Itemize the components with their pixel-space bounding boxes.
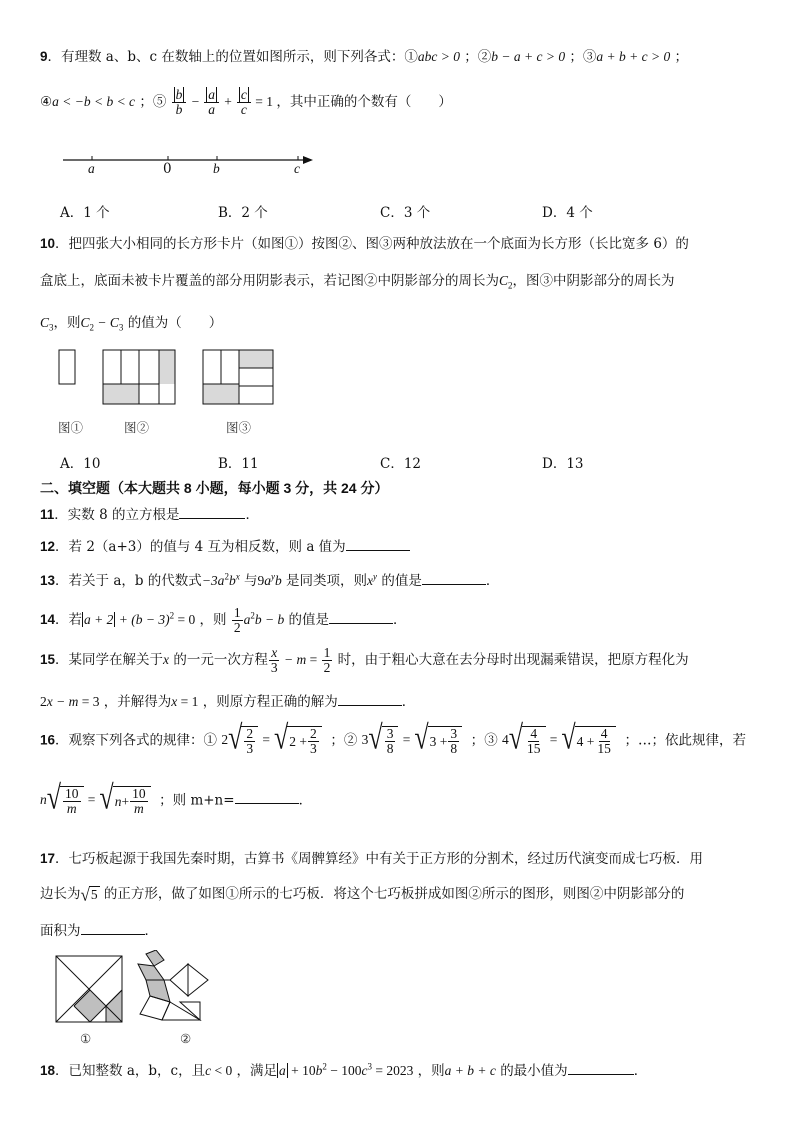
q10-text1: ．把四张大小相同的长方形卡片（如图①）按图②、图③两种放法放在一个底面为长方形（长比宽多 6）的: [55, 236, 689, 252]
q16-text-b: ；则 m+n=: [159, 792, 235, 809]
q15-text-c: 时，由于粗心大意在去分母时出现漏乘错误，把原方程化为: [337, 651, 689, 668]
q11-text: ．实数 8 的立方根是: [54, 507, 180, 523]
q13-number: 13: [40, 573, 56, 588]
fig3: [203, 350, 273, 404]
q18-text-c: ，则: [417, 1063, 445, 1079]
tangram-shape: [138, 950, 208, 1020]
q12-answer-blank[interactable]: [346, 550, 410, 551]
q16-expr-general: n √ $\frac{10}{m}$ = √ n + $\frac{10}{m}$: [40, 792, 151, 807]
q10-figures: [55, 348, 285, 408]
q16-line1: 16．观察下列各式的规律：① 2 √ $\frac{2}{3}$ = √ 2 + $\frac{2}{3}$ ；② 3 √ $\frac{3}{8}$ = √ 3 + $\frac{3}{8}$ ；③ 4 √ $\frac{4}{15}$ = √ 4 + $\frac{4}{15}$ ；…；依此规律，若: [40, 718, 747, 757]
q9-tail: ，其中正确的个数有（ ）: [276, 93, 452, 110]
q16-circle3: ③: [484, 732, 498, 749]
q11-answer-blank[interactable]: [179, 518, 245, 519]
q9-circle4: ④: [40, 93, 53, 110]
q17-line1: [40, 847, 703, 867]
q13-end: ．: [485, 573, 500, 589]
q10-caption-2: 图②: [124, 420, 150, 435]
q15-line1: 15．某同学在解关于x 的一元一次方程 $\frac{x}{3}$ − m = $\frac{1}{2}$ 时，由于粗心大意在去分母时出现漏乘错误，把原方程化为: [40, 645, 689, 676]
q18-text-b: ，满足: [236, 1063, 277, 1079]
fig3-shade-right: [239, 350, 273, 368]
axis-label-c: c: [294, 161, 300, 176]
q10-line2: 盒底上，底面未被卡片覆盖的部分用阴影表示，若记图②中阴影部分的周长为$C_2$，图③中阴影部分的周长为: [40, 273, 675, 291]
q15-number: 15: [40, 651, 56, 667]
fig3-shade-left: [203, 384, 239, 404]
q16-line2: [40, 778, 313, 817]
q18-end: ．: [633, 1063, 648, 1079]
q15-line2: 2x − m = 3 ，并解得为x = 1 ，则原方程正确的解为 ．: [40, 694, 416, 710]
q10-option-b: B．11: [218, 456, 259, 472]
fig2-shade-right: [159, 350, 175, 384]
q18: 18．已知整数 a，b，c，且c < 0 ，满足 $a + 10b^2 - 100c^3 = 2023$ ，则a + b + c 的最小值为 ．: [40, 1061, 648, 1079]
q9-number: 9: [40, 49, 48, 64]
q17-end: ．: [144, 923, 158, 939]
q10-number: 10: [40, 236, 56, 251]
q9-stem: ．有理数 a、b、c 在数轴上的位置如图所示，则下列各式：: [47, 49, 405, 65]
q10-text2b: ，图③中阴影部分的周长为: [512, 273, 675, 289]
q14: 14．若 $a + 2 + (b - 3)^2 = 0$ ，则 $\frac{1}{2}$ $a^2b - b$ 的值是 ．: [40, 605, 407, 636]
q10-option-a: A．10: [60, 456, 101, 472]
q16-text-a: ．观察下列各式的规律：: [55, 732, 204, 749]
q10-line1: [40, 232, 689, 252]
q9-line1: 9．有理数 a、b、c 在数轴上的位置如图所示，则下列各式：①abc > 0 ；②b − a + c > 0 ；③a + b + c > 0 ；: [40, 49, 689, 65]
axis-label-a: a: [88, 161, 95, 176]
q10-option-d: D．13: [542, 456, 584, 472]
q15-text-b: 的一元一次方程: [173, 651, 268, 668]
q17-text2a: 边长为: [40, 886, 81, 902]
q14-end: ．: [393, 611, 407, 628]
q16-expr2: 3 √ $\frac{3}{8}$ = √ 3 + $\frac{3}{8}$: [362, 732, 462, 747]
q15-text-d: ，并解得为: [103, 694, 172, 710]
q13-text-b: 与: [243, 573, 258, 589]
tangram-square: [56, 956, 122, 1022]
q16-tail: ；…；依此规律，若: [624, 732, 747, 749]
q9-expr4: a < −b < b < c: [52, 93, 136, 109]
q16-circle1: ①: [203, 732, 218, 749]
q9-circle3: ③: [582, 49, 597, 65]
axis-label-zero: 0: [163, 161, 172, 177]
q10-text3b: 的值为（ ）: [127, 315, 223, 331]
q10-text3: ，则: [53, 315, 81, 331]
q18-text-d: 的最小值为: [500, 1063, 568, 1079]
q16-answer-blank[interactable]: [235, 803, 299, 804]
q17-text2b: 的正方形，做了如图①所示的七巧板．将这个七巧板拼成如图②所示的图形，则图②中阴影部分的: [103, 886, 685, 902]
q9-option-d: D．4 个: [542, 205, 593, 221]
q9-expr3: a + b + c > 0: [596, 49, 671, 64]
q16-expr3: 4 √ $\frac{4}{15}$ = √ 4 + $\frac{4}{15}$: [502, 732, 616, 747]
section-heading: 二、填空题（本大题共 8 小题，每小题 3 分，共 24 分）: [40, 480, 389, 496]
q9-circle5: ⑤: [152, 93, 167, 110]
fig1-card: [59, 350, 75, 384]
q9-option-a: A．1 个: [60, 205, 110, 221]
q17-answer-blank[interactable]: [81, 934, 145, 935]
q14-text-a: ．若: [55, 611, 83, 628]
q17-number: 17: [40, 851, 56, 866]
q10-line3: $C_3$，则$C_2 - C_3$ 的值为（ ）: [40, 315, 223, 333]
q17-caption-1: ①: [80, 1031, 92, 1046]
q13-text-a: ．若关于 a，b 的代数式: [55, 573, 202, 589]
q15-text-a: ．某同学在解关于: [55, 651, 164, 668]
q11: [40, 503, 259, 523]
q16-circle2: ②: [343, 732, 358, 749]
q15-text-e: ，则原方程正确的解为: [202, 694, 338, 710]
q9-circle2: ②: [477, 49, 492, 65]
q9-option-b: B．2 个: [218, 205, 268, 221]
q16-number: 16: [40, 732, 56, 748]
q9-circle1: ①: [404, 49, 418, 65]
q16-expr1: 2 √ $\frac{2}{3}$ = √ 2 + $\frac{2}{3}$: [221, 732, 321, 747]
q9-line2: ④a < −b < b < c ；⑤ $\frac{b}{b}$ − $\frac{a}{a}$ + $\frac{c}{c}$ = 1 ，其中正确的个数有（ ）: [40, 87, 452, 118]
q17-sqrt5: √ 5: [80, 884, 98, 905]
q16-end: ．: [298, 792, 313, 809]
q15-answer-blank[interactable]: [338, 705, 402, 706]
q12-number: 12: [40, 539, 56, 554]
q17-caption-2: ②: [180, 1031, 192, 1046]
q11-number: 11: [40, 507, 55, 522]
q9-option-c: C．3 个: [380, 205, 431, 221]
q10-option-c: C．12: [380, 456, 422, 472]
q17-line2: [40, 882, 684, 903]
q9-expr1: abc > 0: [417, 49, 460, 64]
q9-number-line: [55, 145, 325, 185]
fig2-shade-left: [103, 384, 139, 404]
q9-expr5: $\frac{b}{b}$ − $\frac{a}{a}$ + $\frac{c}{c}$ = 1: [171, 94, 277, 109]
q12-text: ．若 2（a+3）的值与 4 互为相反数，则 a 值为: [55, 539, 346, 555]
q15-end: ．: [401, 694, 416, 710]
q17-line3: [40, 919, 158, 939]
q13: 13．若关于 a，b 的代数式$-3a^2b^x$ 与$9a^yb$ 是同类项，则$x^y$ 的值是 ．: [40, 571, 500, 589]
axis-label-b: b: [213, 161, 220, 176]
q14-text-b: ，则: [199, 611, 227, 628]
q13-text-c: 是同类项，则: [286, 573, 368, 589]
q9-expr2: b − a + c > 0: [491, 49, 566, 64]
q18-answer-blank[interactable]: [568, 1074, 634, 1075]
q14-answer-blank[interactable]: [329, 623, 393, 624]
q12: [40, 535, 410, 555]
q14-text-c: 的值是: [288, 611, 330, 628]
q18-number: 18: [40, 1063, 56, 1078]
q10-caption-3: 图③: [226, 420, 252, 435]
q13-text-d: 的值是: [381, 573, 422, 589]
q18-text-a: ．已知整数 a，b，c，且: [55, 1063, 206, 1079]
q13-answer-blank[interactable]: [422, 584, 486, 585]
axis-arrow: [303, 156, 313, 164]
q17-text1: ．七巧板起源于我国先秦时期，古算书《周髀算经》中有关于正方形的分割术，经过历代演变而成七巧板．用: [55, 851, 704, 867]
fig2: [103, 350, 175, 404]
q10-caption-1: 图①: [58, 420, 84, 435]
q17-text3: 面积为: [40, 923, 81, 939]
q17-figures: [50, 950, 250, 1028]
q14-number: 14: [40, 611, 56, 627]
q11-end: ．: [245, 507, 259, 523]
q10-text2a: 盒底上，底面未被卡片覆盖的部分用阴影表示，若记图②中阴影部分的周长为: [40, 273, 499, 289]
